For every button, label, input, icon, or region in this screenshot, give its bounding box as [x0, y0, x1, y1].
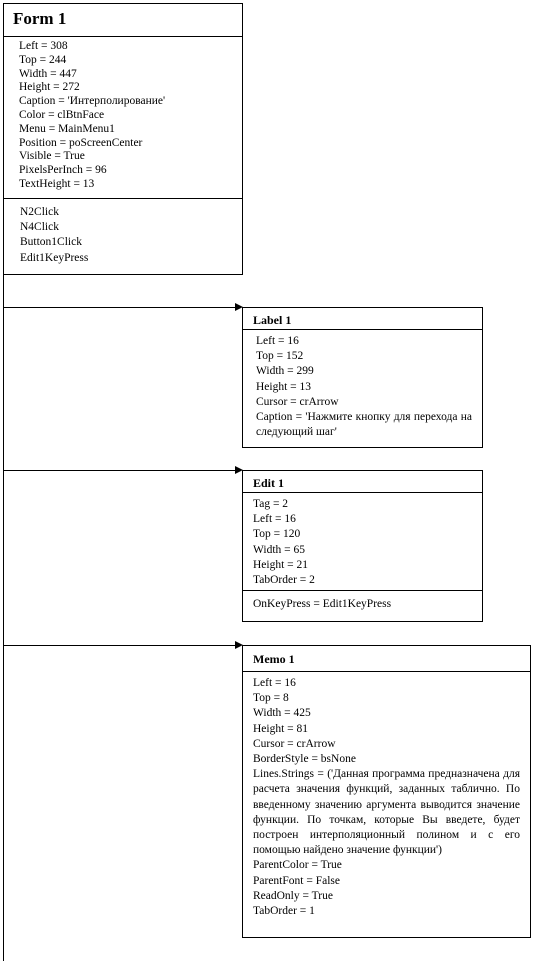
edit1-event: OnKeyPress = Edit1KeyPress — [253, 598, 392, 610]
label1-caption: Caption = 'Нажмите кнопку для перехода на следующий шаг' — [256, 411, 472, 439]
edit1-property: TabOrder = 2 — [253, 574, 315, 587]
memo1-property: ReadOnly = True — [253, 889, 333, 902]
memo1-property: ParentColor = True — [253, 859, 342, 872]
edit1-property: Left = 16 — [253, 513, 296, 526]
edit1-property: Top = 120 — [253, 528, 301, 541]
label1-title: Label 1 — [243, 308, 482, 330]
memo1-property: TabOrder = 1 — [253, 905, 315, 918]
form1-box — [3, 3, 243, 275]
form1-event: N2Click — [20, 206, 59, 218]
form1-title: Form 1 — [4, 4, 242, 37]
memo1-property: Top = 8 — [253, 692, 289, 705]
memo1-property: Left = 16 — [253, 677, 296, 689]
connector-label1 — [3, 307, 236, 308]
memo1-property: Cursor = crArrow — [253, 737, 336, 750]
label1-property: Height = 13 — [256, 380, 312, 393]
label1-box — [242, 307, 483, 448]
form1-property: Top = 244 — [19, 53, 67, 66]
form1-property: Caption = 'Интерполирование' — [19, 95, 166, 108]
edit1-box — [242, 470, 483, 622]
form1-property: Position = poScreenCenter — [19, 136, 143, 149]
memo1-lines-strings: Lines.Strings = ('Данная программа предназначена для расчета значения функций, заданных таблично. По введенному значению аргумента выводится значение функции. По точкам, которые Вы введете, будет построен интерполяционный полином и с его помощью найдено значение функции') — [253, 768, 520, 857]
form1-property: Visible = True — [19, 150, 85, 163]
label1-property: Top = 152 — [256, 350, 304, 363]
memo1-property: Height = 81 — [253, 722, 309, 735]
edit1-title: Edit 1 — [243, 471, 482, 493]
form1-property: Left = 308 — [19, 40, 68, 52]
form1-property: Height = 272 — [19, 81, 80, 94]
label1-properties — [243, 330, 482, 440]
memo1-box — [242, 645, 531, 938]
edit1-events — [243, 591, 482, 612]
form1-events — [4, 199, 242, 266]
connector-memo1 — [3, 645, 236, 646]
memo1-title: Memo 1 — [243, 646, 530, 672]
edit1-property: Height = 21 — [253, 558, 309, 571]
label1-property: Left = 16 — [256, 335, 299, 347]
edit1-properties — [243, 493, 482, 591]
memo1-properties — [243, 672, 530, 919]
edit1-property: Tag = 2 — [253, 498, 289, 510]
form1-property: Width = 447 — [19, 67, 77, 80]
memo1-property: BorderStyle = bsNone — [253, 753, 356, 766]
memo1-property: Width = 425 — [253, 707, 311, 720]
form1-property: TextHeight = 13 — [19, 177, 95, 190]
form1-property: Color = clBtnFace — [19, 108, 105, 121]
form1-property: PixelsPerInch = 96 — [19, 164, 107, 177]
form1-event: Button1Click — [20, 236, 82, 249]
memo1-property: ParentFont = False — [253, 874, 340, 887]
label1-property: Cursor = crArrow — [256, 395, 339, 408]
label1-property: Width = 299 — [256, 365, 314, 378]
edit1-property: Width = 65 — [253, 543, 306, 556]
form1-event: N4Click — [20, 221, 59, 234]
connector-edit1 — [3, 470, 236, 471]
connector-trunk — [3, 275, 4, 961]
form1-property: Menu = MainMenu1 — [19, 122, 115, 135]
form1-properties — [4, 37, 242, 199]
form1-event: Edit1KeyPress — [20, 251, 89, 264]
